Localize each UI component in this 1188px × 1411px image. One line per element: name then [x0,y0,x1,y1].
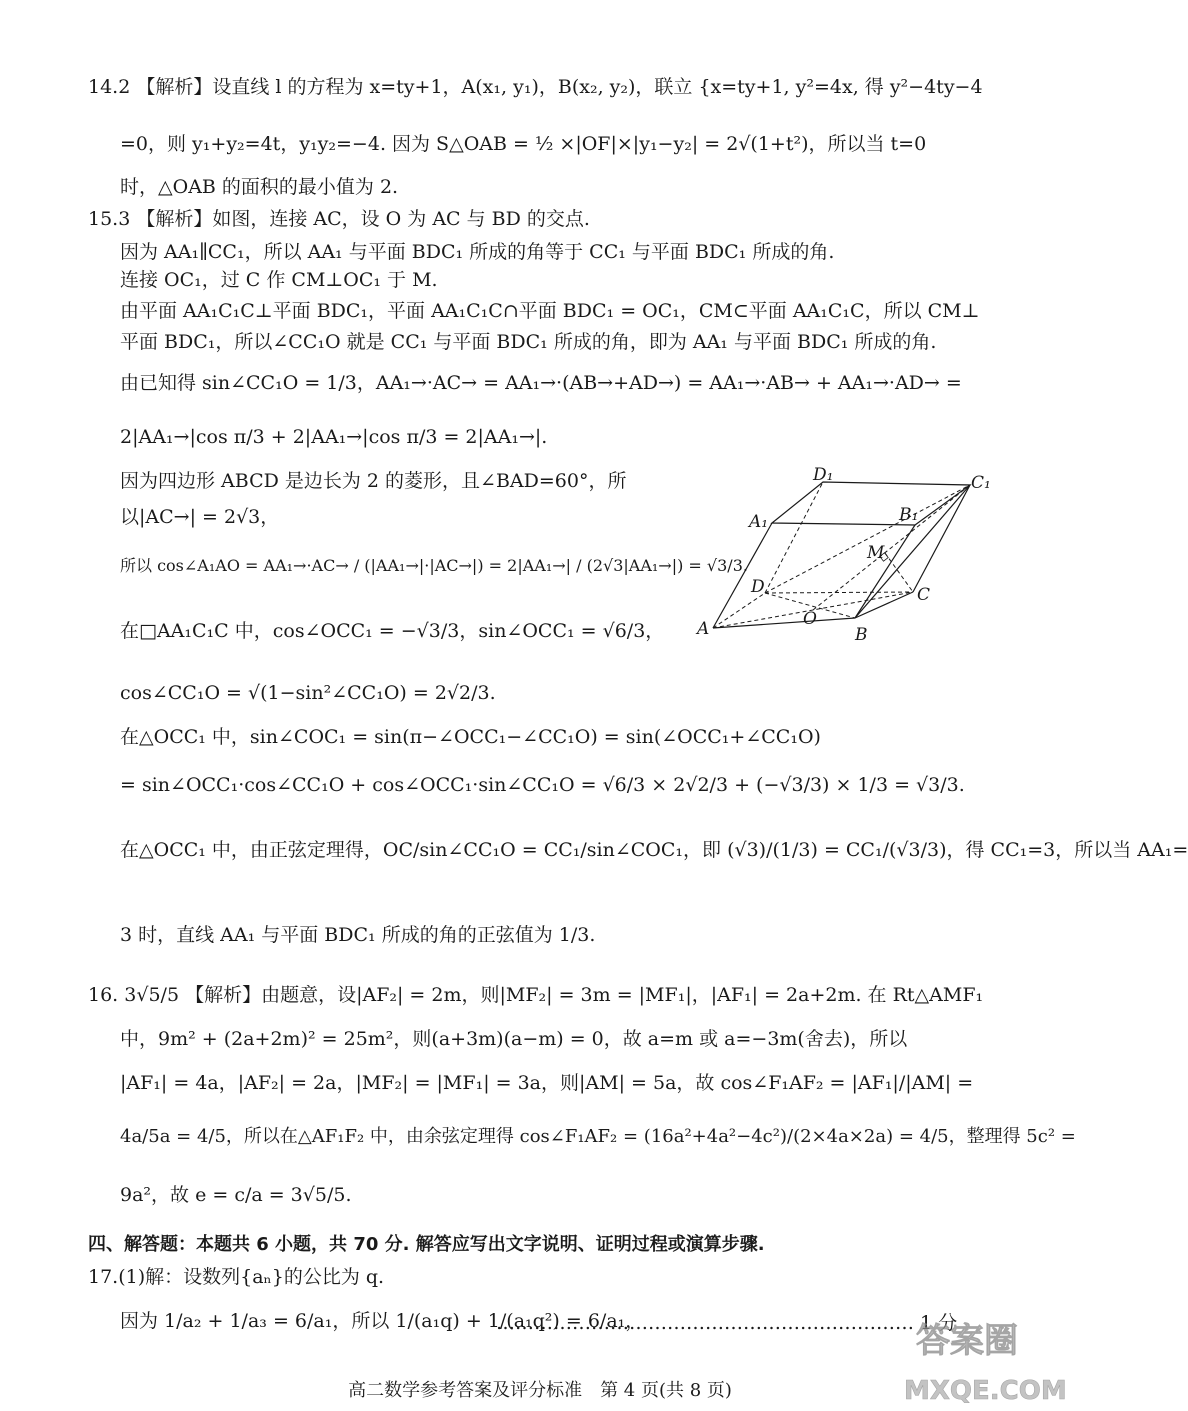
watermark-logo [896,1307,1066,1407]
q15-line-3: 连接 OC₁，过 C 作 CM⊥OC₁ 于 M. [120,269,438,291]
q15-line-1: 15.3 【解析】如图，连接 AC，设 O 为 AC 与 BD 的交点. [88,208,590,230]
q15-line-8: 因为四边形 ABCD 是边长为 2 的菱形，且∠BAD=60°，所 [120,470,627,492]
q16-line-2: 中，9m² + (2a+2m)² = 25m²，则(a+3m)(a−m) = 0，故 a=m 或 a=−3m(舍去)，所以 [120,1028,908,1050]
fig-label-c1: C₁ [971,473,991,493]
q16-line-4: 4a/5a = 4/5，所以在△AF₁F₂ 中，由余弦定理得 cos∠F₁AF₂ = (16a²+4a²−4c²)/(2×4a×2a) = 4/5，整理得 5c² = [120,1126,1076,1147]
fig-label-m: M [867,543,885,563]
fig-label-b: B [855,625,868,645]
q16-line-5: 9a²，故 e = c/a = 3√5/5. [120,1184,352,1206]
fig-label-c: C [917,585,931,605]
q15-line-16: 3 时，直线 AA₁ 与平面 BDC₁ 所成的角的正弦值为 1/3. [120,924,596,946]
fig-label-b1: B₁ [899,505,919,525]
q15-line-12: cos∠CC₁O = √(1−sin²∠CC₁O) = 2√2/3. [120,682,496,704]
q15-line-10: 所以 cos∠A₁AO = AA₁→·AC→ / (|AA₁→|·|AC→|) = 2|AA₁→| / (2√3|AA₁→|) = √3/3. [120,556,748,575]
fig-label-d: D [751,577,765,597]
q15-line-15: 在△OCC₁ 中，由正弦定理得，OC/sin∠CC₁O = CC₁/sin∠COC₁，即 (√3)/(1/3) = CC₁/(√3/3)，得 CC₁=3，所以当 AA₁= [120,839,1188,861]
q15-line-4: 由平面 AA₁C₁C⊥平面 BDC₁，平面 AA₁C₁C∩平面 BDC₁ = OC₁，CM⊂平面 AA₁C₁C，所以 CM⊥ [120,300,980,322]
section-heading: 四、解答题：本题共 6 小题，共 70 分. 解答应写出文字说明、证明过程或演算步骤. [88,1234,765,1255]
q15-line-9: 以|AC→| = 2√3， [120,506,280,528]
q15-line-13: 在△OCC₁ 中，sin∠COC₁ = sin(π−∠OCC₁−∠CC₁O) = sin(∠OCC₁+∠CC₁O) [120,726,821,748]
q16-line-1: 16. 3√5/5 【解析】由题意，设|AF₂| = 2m，则|MF₂| = 3m = |MF₁|，|AF₁| = 2a+2m. 在 Rt△AMF₁ [88,984,984,1006]
fig-label-a: A [697,619,710,639]
watermark-text-en: MXQE.COM [904,1376,1067,1406]
q17-score: ………………………………………………………… 1 分 [496,1312,958,1334]
q14-line-2: =0，则 y₁+y₂=4t，y₁y₂=−4. 因为 S△OAB = ½ ×|OF|×|y₁−y₂| = 2√(1+t²)，所以当 t=0 [120,133,927,155]
q15-line-6: 由已知得 sin∠CC₁O = 1/3，AA₁→·AC→ = AA₁→·(AB→+AD→) = AA₁→·AB→ + AA₁→·AD→ = [120,372,962,394]
q14-line-3: 时，△OAB 的面积的最小值为 2. [120,176,399,198]
q16-line-3: |AF₁| = 4a，|AF₂| = 2a，|MF₂| = |MF₁| = 3a，则|AM| = 5a，故 cos∠F₁AF₂ = |AF₁|/|AM| = [120,1072,974,1094]
q15-line-2: 因为 AA₁∥CC₁，所以 AA₁ 与平面 BDC₁ 所成的角等于 CC₁ 与平面 BDC₁ 所成的角. [120,241,835,263]
q15-line-5: 平面 BDC₁，所以∠CC₁O 就是 CC₁ 与平面 BDC₁ 所成的角，即为 AA₁ 与平面 BDC₁ 所成的角. [120,331,937,353]
q15-line-7: 2|AA₁→|cos π/3 + 2|AA₁→|cos π/3 = 2|AA₁→|. [120,426,548,448]
fig-label-o: O [803,609,817,629]
fig-label-a1: A₁ [749,512,769,532]
watermark-text-cn: 答案圈 [916,1321,1018,1361]
parallelepiped-figure [695,465,995,650]
q15-line-11: 在□AA₁C₁C 中，cos∠OCC₁ = −√3/3，sin∠OCC₁ = √6/3， [120,620,665,642]
q14-line-1: 14.2 【解析】设直线 l 的方程为 x=ty+1，A(x₁, y₁)，B(x₂, y₂)，联立 {x=ty+1, y²=4x, 得 y²−4ty−4 [88,76,983,98]
q17-line-1: 17.(1)解：设数列{aₙ}的公比为 q. [88,1266,385,1288]
page-footer: 高二数学参考答案及评分标准 第 4 页(共 8 页) [348,1380,732,1401]
fig-label-d1: D₁ [813,465,834,485]
q17-line-2: 因为 1/a₂ + 1/a₃ = 6/a₁，所以 1/(a₁q) + 1/(a₁q²) = 6/a₁， [120,1310,645,1332]
q15-line-14: = sin∠OCC₁·cos∠CC₁O + cos∠OCC₁·sin∠CC₁O = √6/3 × 2√2/3 + (−√3/3) × 1/3 = √3/3. [120,774,965,796]
